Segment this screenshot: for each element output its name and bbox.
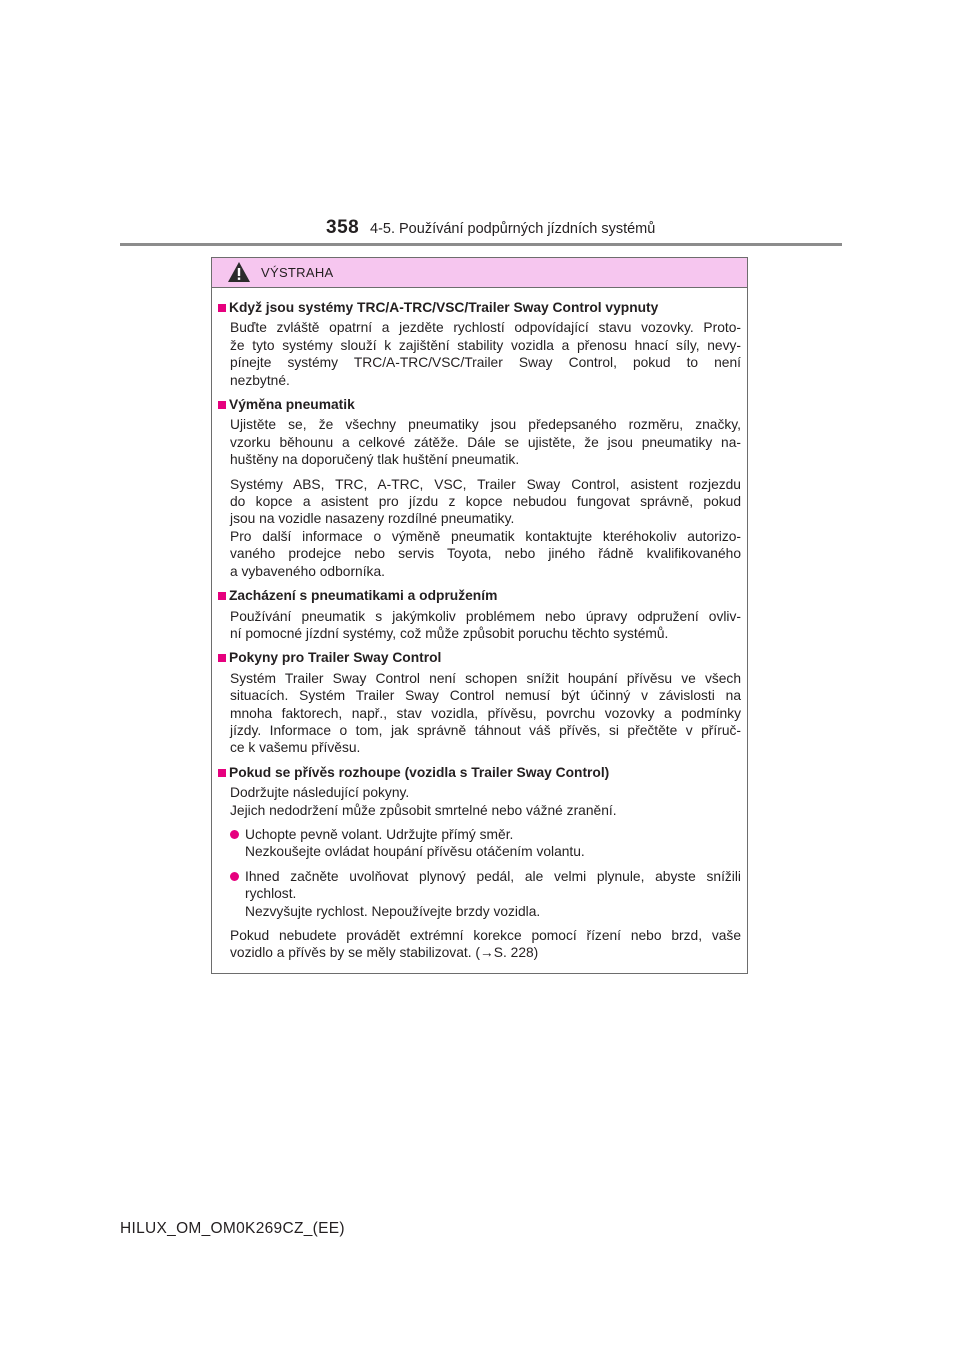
header-rule <box>120 243 842 246</box>
text-line: Ihned začněte uvolňovat plynový pedál, ale velmi plynule, abyste snížili <box>245 868 741 884</box>
pink-square-bullet-icon <box>218 592 226 600</box>
text-line: Pro další informace o výměně pneumatik kontaktujte kteréhokoliv autorizo- <box>230 528 741 544</box>
section-heading <box>218 299 741 316</box>
section-heading-text: Výměna pneumatik <box>229 397 355 413</box>
text-line: vzorku běhounu a celkové zátěže. Dále se ujistěte, že jsou pneumatiky na- <box>230 434 741 450</box>
bullet-text <box>245 826 741 861</box>
text-line: Nezkoušejte ovládat houpání přívěsu otáčením volantu. <box>245 844 585 860</box>
pink-square-bullet-icon <box>218 304 226 312</box>
text-line: Systémy ABS, TRC, A-TRC, VSC, Trailer Sway Control, asistent rozjezdu <box>230 476 741 492</box>
section-title: 4-5. Používání podpůrných jízdních systémů <box>370 221 656 237</box>
paragraph <box>230 670 741 757</box>
bullet-text <box>245 868 741 920</box>
text-line: ní pomocné jízdní systémy, což může způsobit poruchu těchto systémů. <box>230 625 669 641</box>
text-line: a vybaveného odborníka. <box>230 563 385 579</box>
text-line: ce k vašemu přívěsu. <box>230 740 361 756</box>
text-line: Dodržujte následující pokyny. <box>230 785 410 801</box>
text-line: situacích. Systém Trailer Sway Control nemusí být účinný v závislosti na <box>230 688 741 704</box>
warning-section <box>218 587 741 642</box>
section-heading <box>218 587 741 604</box>
page-number: 358 <box>326 217 360 238</box>
text-line: vozidlo a přívěs by se měly stabilizovat. (→S. 228) <box>230 945 539 961</box>
text-line: mnoha faktorech, např., stav vozidla, přívěsu, povrchu vozovky a podmínky <box>230 705 741 721</box>
text-line: Ujistěte se, že všechny pneumatiky jsou předepsaného rozměru, značky, <box>230 417 741 433</box>
text-line: rychlost. <box>245 886 297 902</box>
pink-circle-bullet-icon <box>230 830 239 839</box>
paragraph <box>230 784 741 819</box>
text-line: do kopce a asistent pro jízdu z kopce nebudou fungovat správně, pokud <box>230 494 741 510</box>
text-line: Pokud nebudete provádět extrémní korekce pomocí řízení nebo brzd, vaše <box>230 928 741 943</box>
bullet-item <box>230 826 741 861</box>
section-heading-text: Když jsou systémy TRC/A-TRC/VSC/Trailer Sway Control vypnuty <box>229 300 659 315</box>
pink-circle-bullet-icon <box>230 872 239 881</box>
pink-square-bullet-icon <box>218 769 226 777</box>
text-line: Jejich nedodržení může způsobit smrtelné nebo vážné zranění. <box>230 802 617 818</box>
text-line: vaného prodejce nebo servis Toyota, nebo jiného řádně kvalifikovaného <box>230 546 741 562</box>
pink-square-bullet-icon <box>218 401 226 409</box>
warning-section <box>218 764 741 962</box>
warning-box <box>211 257 748 974</box>
text-line: Nezvyšujte rychlost. Nepoužívejte brzdy vozidla. <box>245 903 541 919</box>
text-line: Systém Trailer Sway Control není schopen snížit houpání přívěsu ve všech <box>230 670 741 686</box>
text-line: Uchopte pevně volant. Udržujte přímý směr. <box>245 826 514 842</box>
section-heading-text: Pokyny pro Trailer Sway Control <box>229 650 442 666</box>
document-code: HILUX_OM_OM0K269CZ_(EE) <box>120 1220 345 1237</box>
section-heading-text: Pokud se přívěs rozhoupe (vozidla s Trailer Sway Control) <box>229 764 610 780</box>
section-heading <box>218 396 741 413</box>
paragraph <box>230 416 741 468</box>
paragraph <box>230 608 741 643</box>
warning-label: VÝSTRAHA <box>261 265 334 280</box>
text-line: pínejte systémy TRC/A-TRC/VSC/Trailer Sway Control, pokud to není <box>230 355 741 371</box>
section-heading <box>218 764 741 781</box>
warning-section <box>218 299 741 389</box>
paragraph <box>230 319 741 389</box>
section-heading-text: Zacházení s pneumatikami a odpružením <box>229 588 498 604</box>
bullet-item <box>230 868 741 920</box>
closing-paragraph <box>230 927 741 962</box>
warning-triangle-icon <box>227 261 251 283</box>
paragraph <box>230 476 741 580</box>
warning-section <box>218 649 741 756</box>
text-line: Buďte zvláště opatrní a jezděte rychlostí odpovídající stavu vozovky. Proto- <box>230 320 741 336</box>
text-line: jízdy. Informace o tom, jak správně táhnout váš přívěs, si přečtěte v příruč- <box>230 722 741 738</box>
warning-header <box>212 258 747 288</box>
text-line: nezbytné. <box>230 372 290 388</box>
text-line: jsou na vozidle nasazeny rozdílné pneumatiky. <box>230 511 515 527</box>
text-line: že tyto systémy slouží k zajištění stability vozidla a přenosu hnací síly, nevy- <box>230 337 741 353</box>
warning-section <box>218 396 741 580</box>
text-line: Používání pneumatik s jakýmkoliv problémem nebo úpravy odpružení ovliv- <box>230 608 741 624</box>
pink-square-bullet-icon <box>218 654 226 662</box>
section-heading <box>218 649 741 666</box>
text-line: huštěny na doporučený tlak huštění pneumatik. <box>230 452 520 468</box>
warning-body <box>212 288 747 962</box>
